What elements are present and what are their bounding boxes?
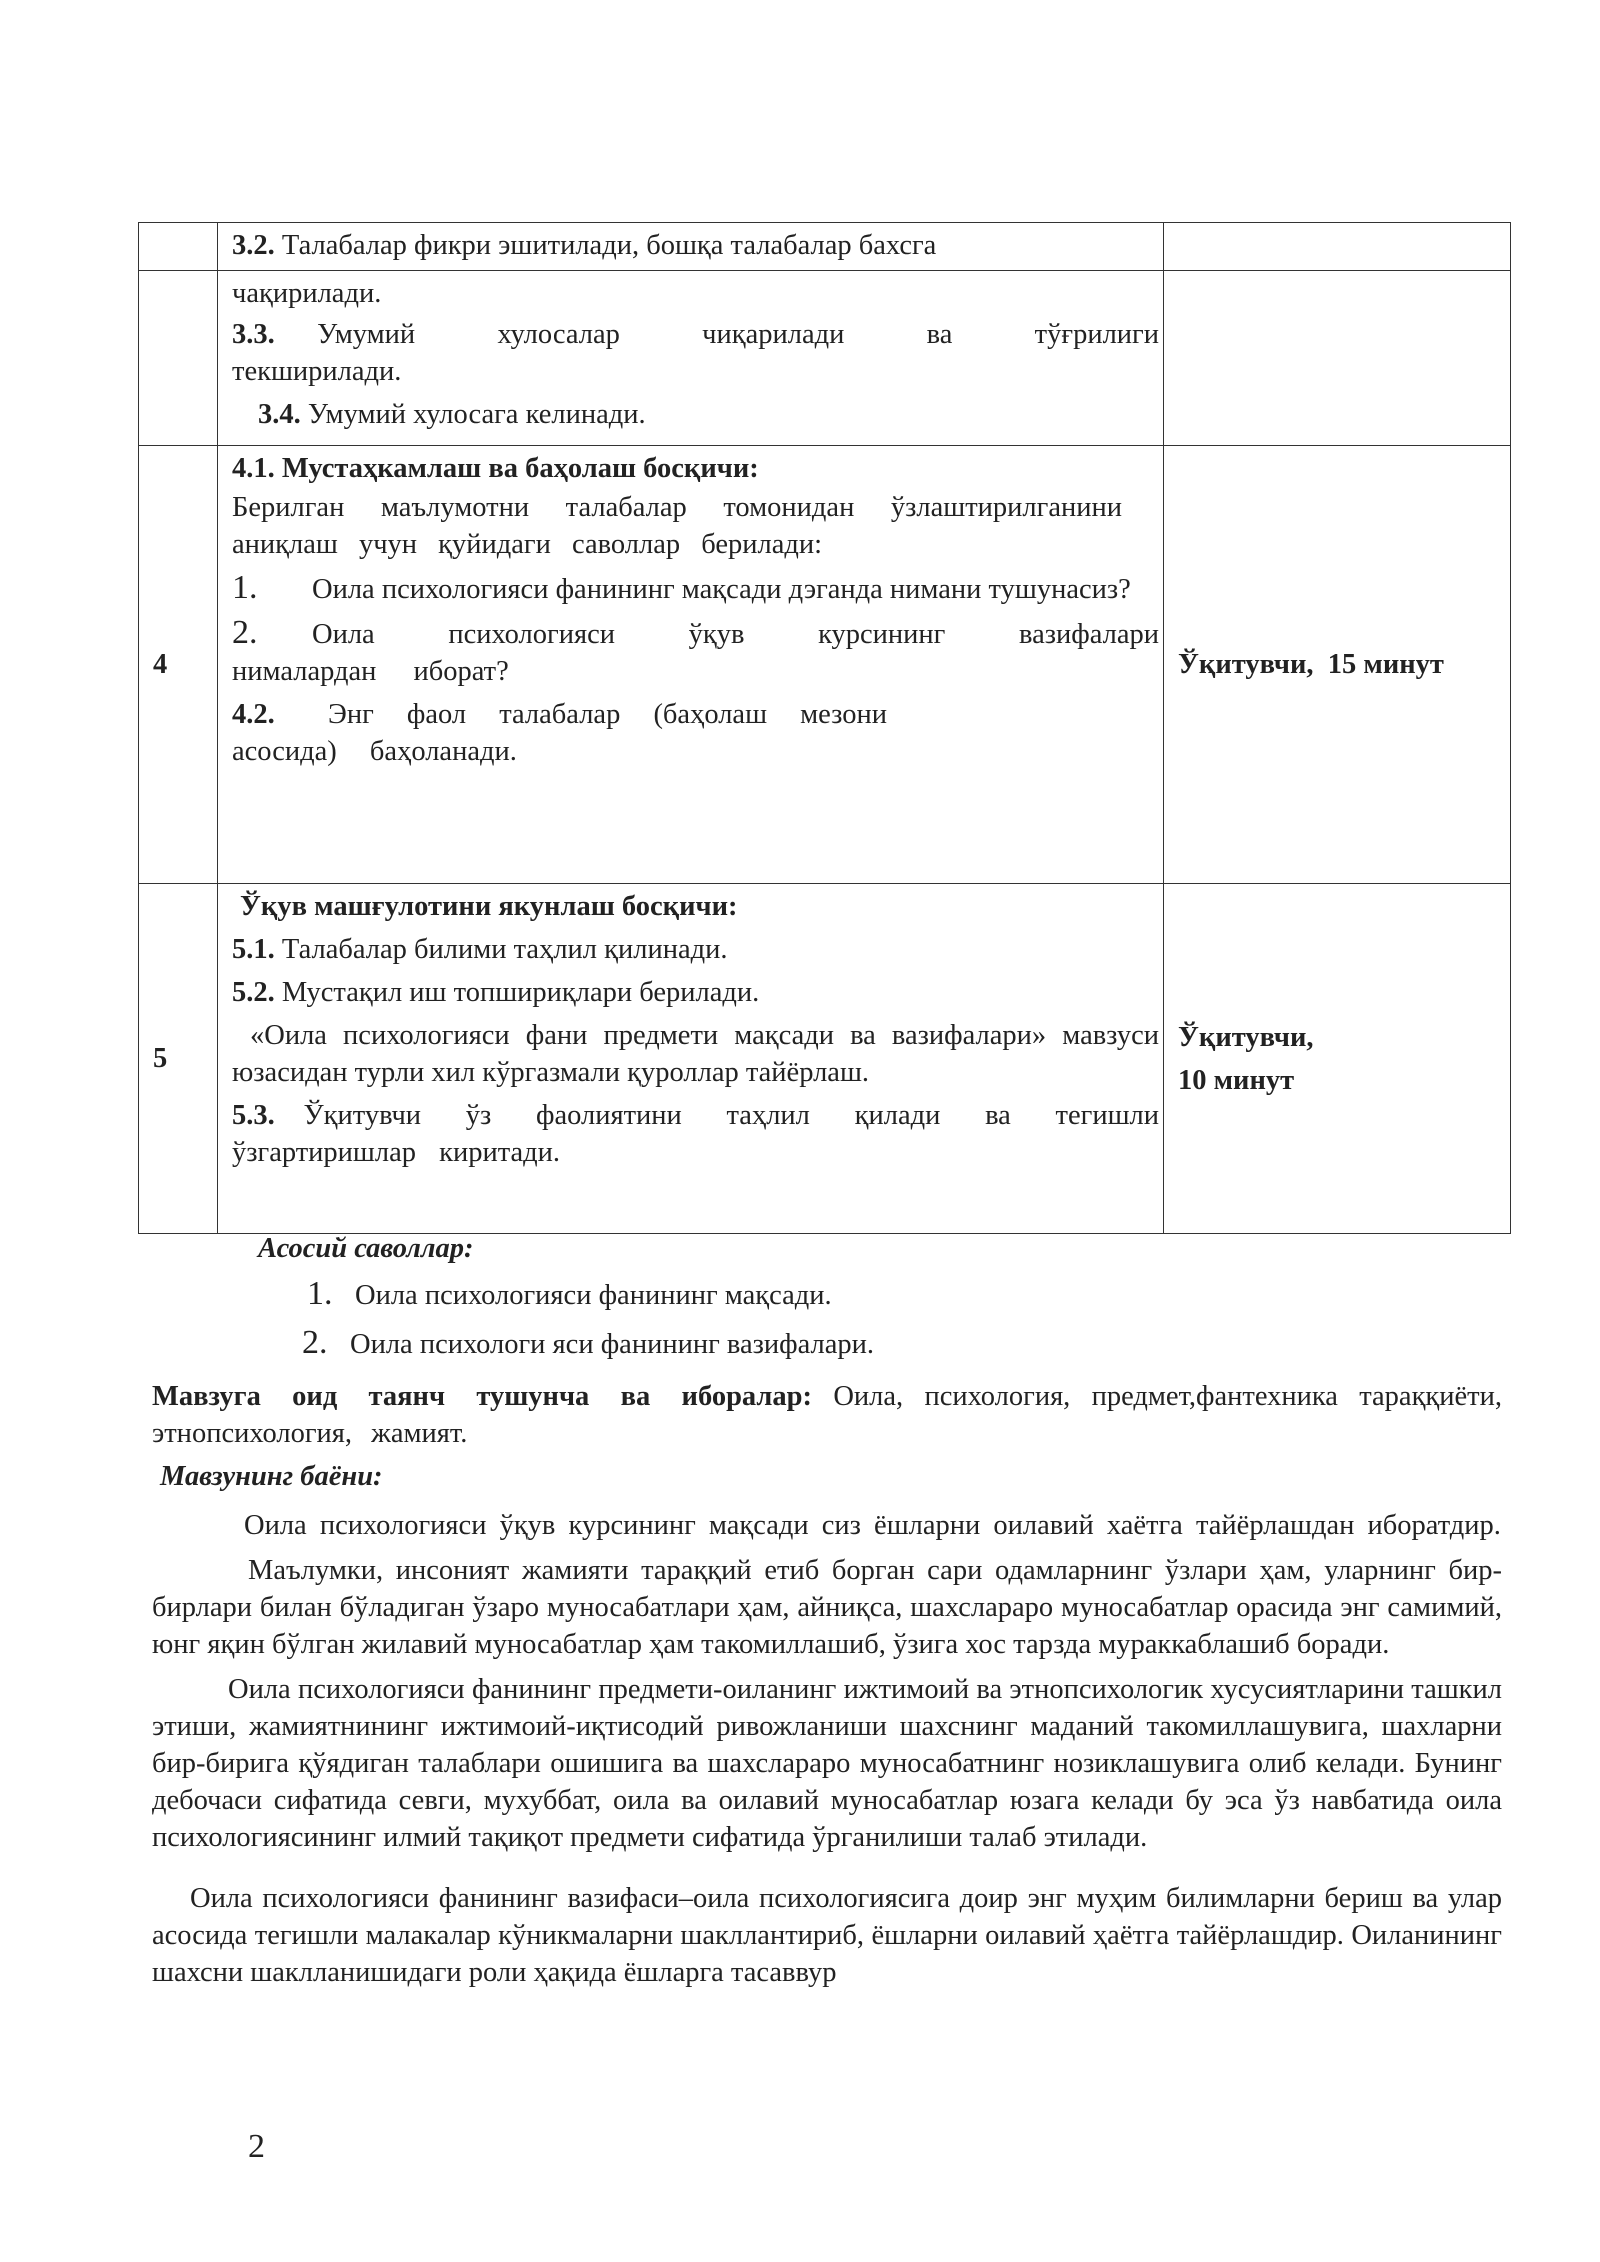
- table-row: [139, 271, 1511, 446]
- table-row: [139, 446, 1511, 884]
- step-number-cell: [139, 223, 218, 271]
- step-5-1: [232, 931, 1159, 968]
- step-label: 3.3.: [232, 319, 275, 350]
- step-5-2: [232, 974, 1159, 1011]
- step-3-3: [232, 316, 1159, 390]
- step-heading: Ўқув машғулотини якунлаш босқичи:: [240, 891, 738, 922]
- step-text: Ўқитувчи ўз фаолиятини таҳлил қилади ва тегишли ўзгартиришлар киритади.: [232, 1100, 1159, 1168]
- table-row: [139, 884, 1511, 1234]
- paragraph: Маълумки, инсоният жамияти тараққий етиб борган сари одамларнинг ўзлари ҳам, уларнинг бир-бирлари билан бўладиган ўзаро муносабатлари ҳам, айниқса, шахслараро муносабатлар орасида энг самимий, юнг яқин бўлган жилавий муносабатлар ҳам такомиллашиб, ўзига хос тарзда мураккаблашиб боради.: [152, 1555, 1502, 1660]
- step-label: 5.1.: [232, 934, 275, 965]
- page-number: 2: [248, 2128, 265, 2165]
- step-text: Умумий хулосага келинади.: [307, 399, 646, 430]
- table-row: [139, 223, 1511, 271]
- responsible-role: Ўқитувчи,: [1178, 1021, 1314, 1053]
- list-text: Оила психологияси фанининг мақсади.: [355, 1280, 832, 1311]
- paragraph: Оила психологияси фанининг предмети-оиланинг ижтимоий ва этнопсихологик хусусиятларини ташкил этиши, жамиятнининг ижтимоий-иқтисодий ривожланиши шахснинг маданий такомиллашувига, шахларни бир-бирига қўядиган талаблари ошишига ва шахслараро муносабатнинг нозиклашувига олиб келади. Бунинг дебочаси сифатида севги, мухуббат, оила ва оилавий муносабатлар юзага келади бу эса ўз навбатида оила психологиясининг илмий тақиқот предмети сифатида ўрганилиши талаб этилади.: [152, 1674, 1502, 1853]
- row-text: 3.2. Талабалар фикри эшитилади, бошқа талабалар бахсга: [232, 230, 937, 261]
- step-content-cell: [218, 884, 1164, 1234]
- responsible-cell: [1164, 223, 1511, 271]
- step-content-cell: [218, 271, 1164, 446]
- step-content-cell: [218, 446, 1164, 884]
- main-questions: [152, 1230, 1502, 1363]
- topic-section: [152, 1458, 1502, 1991]
- step-3-4: [232, 396, 1159, 433]
- step-label: 3.2.: [232, 230, 275, 261]
- step-number-cell: 4: [139, 446, 218, 884]
- list-text: Оила психологи яси фанининг вазифалари.: [350, 1329, 874, 1360]
- step-label: 5.2.: [232, 977, 275, 1008]
- step-5-3: [232, 1097, 1159, 1171]
- step-label: 3.4.: [258, 399, 301, 430]
- assignment-text: «Оила психологияси фани предмети мақсади ва вазифалари» мавзуси юзасидан турли хил кўргазмали қуроллар тайёрлаш.: [232, 1020, 1159, 1088]
- key-terms-label: Мавзуга оид таянч тушунча ва иборалар:: [152, 1381, 813, 1412]
- step-number-cell: [139, 271, 218, 446]
- list-item: [152, 1324, 1502, 1363]
- step-number-cell: 5: [139, 884, 218, 1234]
- responsible-cell: [1164, 884, 1511, 1234]
- list-number: 2.: [302, 1324, 328, 1361]
- key-terms: [152, 1378, 1502, 1452]
- question-number: 1.: [232, 569, 258, 606]
- topic-heading: Мавзунинг баёни:: [160, 1461, 383, 1492]
- responsible-cell: [1164, 271, 1511, 446]
- question-text: Оила психологияси ўқув курсининг вазифалари нималардан иборат?: [232, 619, 1159, 687]
- paragraph: Оила психологияси ўқув курсининг мақсади сиз ёшларни оилавий хаётга тайёрлашдан иборатдир.: [244, 1510, 1501, 1541]
- list-number: 1.: [307, 1275, 333, 1312]
- responsible-duration: 10 минут: [1178, 1064, 1295, 1096]
- responsible-cell: Ўқитувчи, 15 минут: [1164, 446, 1511, 884]
- lesson-plan-table: [138, 222, 1511, 1234]
- list-item: [152, 1275, 1502, 1314]
- step-content-cell: [218, 223, 1164, 271]
- key-terms-text: Оила, психология, предмет,фантехника тараққиёти, этнопсихология, жамият.: [152, 1381, 1503, 1449]
- row-text: чақирилади.: [232, 278, 382, 309]
- step-text: Мустақил иш топшириқлари берилади.: [281, 977, 760, 1008]
- step-label: 4.2.: [232, 699, 275, 730]
- question-text: Оила психологияси фанининг мақсади дэганда нимани тушунасиз?: [312, 574, 1131, 605]
- step-label: 5.3.: [232, 1100, 275, 1131]
- question-item: [232, 614, 1159, 690]
- step-intro: Берилган маълумотни талабалар томонидан ўзлаштирилганини аниқлаш учун қуйидаги саволлар берилади:: [232, 492, 1122, 560]
- question-number: 2.: [232, 614, 258, 651]
- question-item: [232, 569, 1159, 608]
- step-heading: 4.1. Мустаҳкамлаш ва баҳолаш босқичи:: [232, 453, 759, 484]
- step-text: Энг фаол талабалар (баҳолаш мезони асосида) баҳоланади.: [232, 699, 888, 767]
- main-questions-heading: Асосий саволлар:: [258, 1233, 474, 1264]
- step-text: Талабалар билими таҳлил қилинади.: [281, 934, 728, 965]
- step-text: Умумий хулосалар чиқарилади ва тўғрилиги текширилади.: [232, 319, 1159, 387]
- step-4-2: [232, 696, 992, 770]
- paragraph: Оила психологияси фанининг вазифаси–оила психологиясига доир энг муҳим билимларни бериш ва улар асосида тегишли малакалар кўникмаларни шакллантириб, ёшларни оилавий ҳаётга тайёрлашдир. Оиланининг шахсни шаклланишидаги роли ҳақида ёшларга тасаввур: [152, 1883, 1502, 1988]
